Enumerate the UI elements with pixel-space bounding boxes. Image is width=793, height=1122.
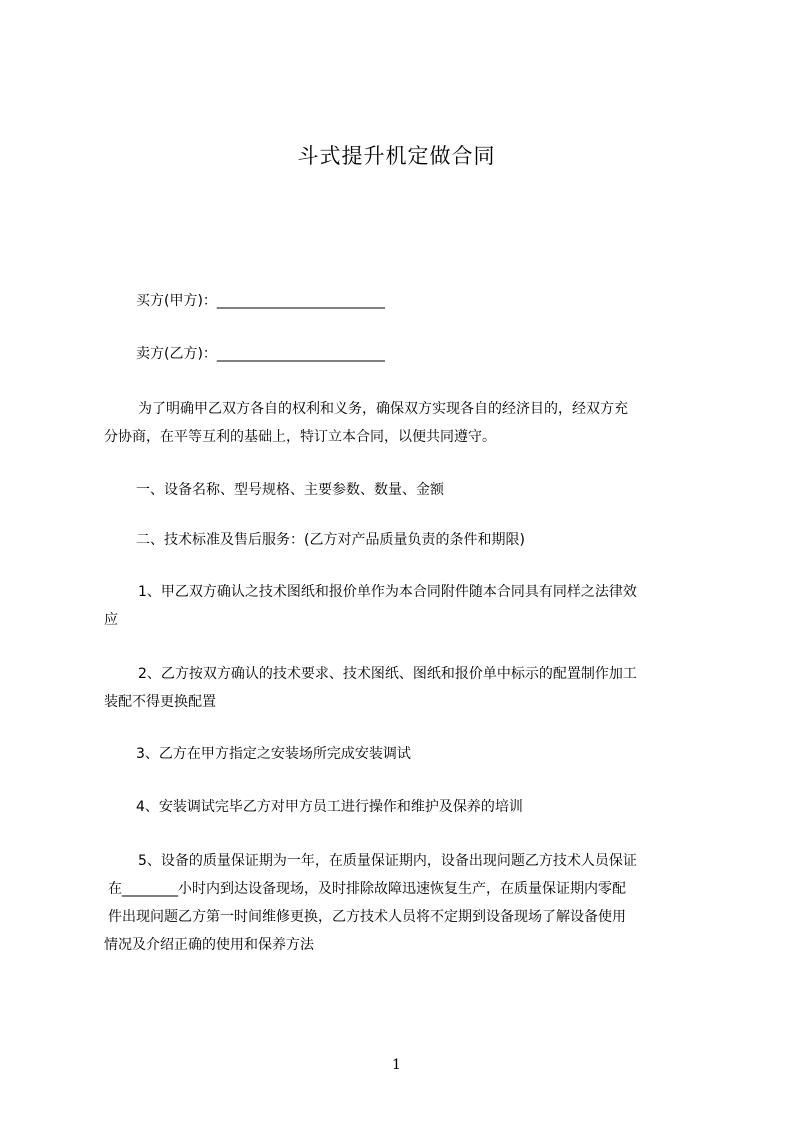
item-5-line-4: 情况及介绍正确的使用和保养方法 bbox=[104, 937, 314, 953]
item-5-paragraph bbox=[104, 847, 704, 959]
item-2-line-2: 装配不得更换配置 bbox=[104, 694, 216, 710]
item-4-line: 4、安装调试完毕乙方对甲方员工进行操作和维护及保养的培训 bbox=[136, 799, 523, 815]
item-3-line: 3、乙方在甲方指定之安装场所完成安装调试 bbox=[136, 746, 411, 762]
seller-line: 卖方(乙方)：________________________ bbox=[136, 346, 385, 362]
document-title: 斗式提升机定做合同 bbox=[297, 144, 496, 168]
intro-line-1: 为了明确甲乙双方各自的权利和义务，确保双方实现各自的经济目的，经双方充 bbox=[138, 401, 628, 417]
item-5-line-1: 5、设备的质量保证期为一年，在质量保证期内，设备出现问题乙方技术人员保证 bbox=[138, 853, 637, 869]
item-5-line-2: 在________小时内到达设备现场，及时排除故障迅速恢复生产，在质量保证期内零配 bbox=[108, 881, 626, 897]
item-2-line-1: 2、乙方按双方确认的技术要求、技术图纸、图纸和报价单中标示的配置制作加工 bbox=[138, 666, 637, 682]
page-number: 1 bbox=[392, 1057, 401, 1073]
buyer-line: 买方(甲方)：________________________ bbox=[136, 293, 385, 309]
item-1-line-1: 1、甲乙双方确认之技术图纸和报价单作为本合同附件随本合同具有同样之法律效 bbox=[138, 584, 637, 600]
item-1-paragraph bbox=[104, 578, 704, 634]
section-1-heading: 一、设备名称、型号规格、主要参数、数量、金额 bbox=[136, 482, 444, 498]
intro-paragraph bbox=[104, 395, 704, 451]
intro-line-2: 分协商，在平等互利的基础上，特订立本合同，以便共同遵守。 bbox=[104, 429, 496, 445]
item-5-line-3: 件出现问题乙方第一时间维修更换，乙方技术人员将不定期到设备现场了解设备使用 bbox=[108, 909, 626, 925]
item-2-paragraph bbox=[104, 660, 704, 716]
section-2-heading: 二、技术标准及售后服务：(乙方对产品质量负责的条件和期限) bbox=[136, 532, 525, 548]
item-1-line-2: 应 bbox=[104, 612, 118, 628]
